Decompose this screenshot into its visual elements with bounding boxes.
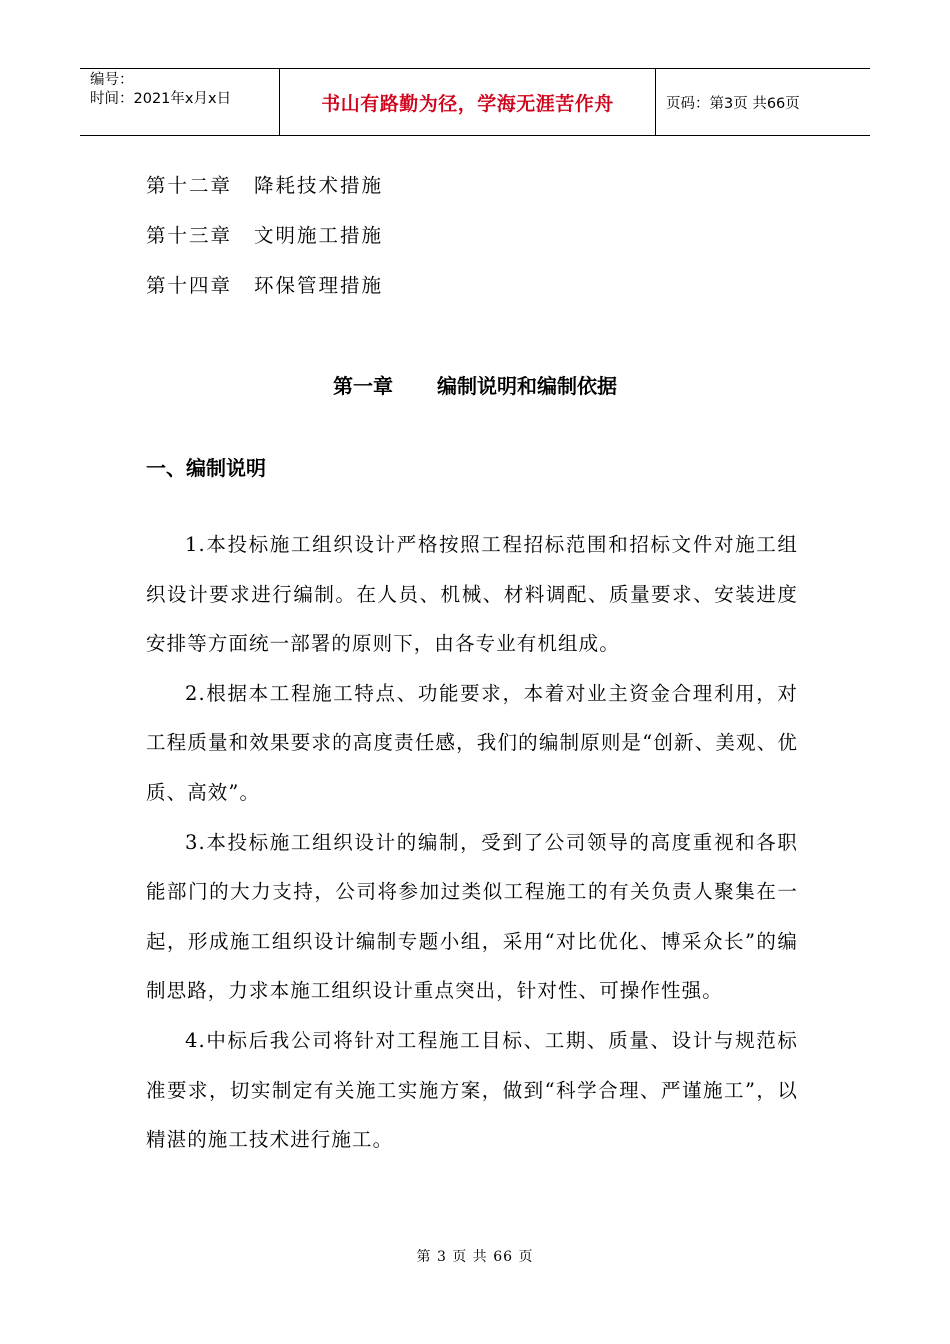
paragraph: 2.根据本工程施工特点、功能要求，本着对业主资金合理利用，对工程质量和效果要求的高度责任感，我们的编制原则是“创新、美观、优质、高效”。 [146,681,798,804]
paragraph: 4.中标后我公司将针对工程施工目标、工期、质量、设计与规范标准要求，切实制定有关施工实施方案，做到“科学合理、严谨施工”，以精湛的施工技术进行施工。 [146,1028,798,1152]
header-motto: 书山有路勤为径，学海无涯苦作舟 [280,69,656,135]
chapter-number: 第一章 [333,374,393,398]
paragraph: 1.本投标施工组织设计严格按照工程招标范围和招标文件对施工组织设计要求进行编制。在人员、机械、材料调配、质量要求、安装进度安排等方面统一部署的原则下，由各专业有机组成。 [146,533,798,656]
toc-chapter-num: 第十二章 [146,174,233,197]
header-meta [80,69,280,135]
toc-chapter-title: 环保管理措施 [254,274,384,297]
header-page-info: 页码：第3页 共66页 [666,95,800,112]
page-header [80,68,870,136]
doc-time-label: 时间：2021年x月x日 [90,91,232,107]
doc-number-label: 编号： [90,72,134,88]
chapter-heading [0,370,950,399]
page-footer: 第 3 页 共 66 页 [416,1249,534,1265]
toc-chapter-title: 文明施工措施 [254,224,384,247]
paragraph: 3.本投标施工组织设计的编制，受到了公司领导的高度重视和各职能部门的大力支持，公司将参加过类似工程施工的有关负责人聚集在一起，形成施工组织设计编制专题小组，采用“对比优化、博采众长”的编制思路，力求本施工组织设计重点突出，针对性、可操作性强。 [146,830,798,1003]
chapter-title: 编制说明和编制依据 [437,374,617,398]
toc-item-13[interactable] [146,220,383,248]
toc-chapter-num: 第十四章 [146,274,233,297]
toc-item-14[interactable] [146,270,383,298]
toc-chapter-title: 降耗技术措施 [254,174,384,197]
body-text [146,520,798,1165]
section-heading: 一、编制说明 [146,456,266,480]
toc-chapter-num: 第十三章 [146,224,233,247]
toc-item-12[interactable] [146,170,383,198]
